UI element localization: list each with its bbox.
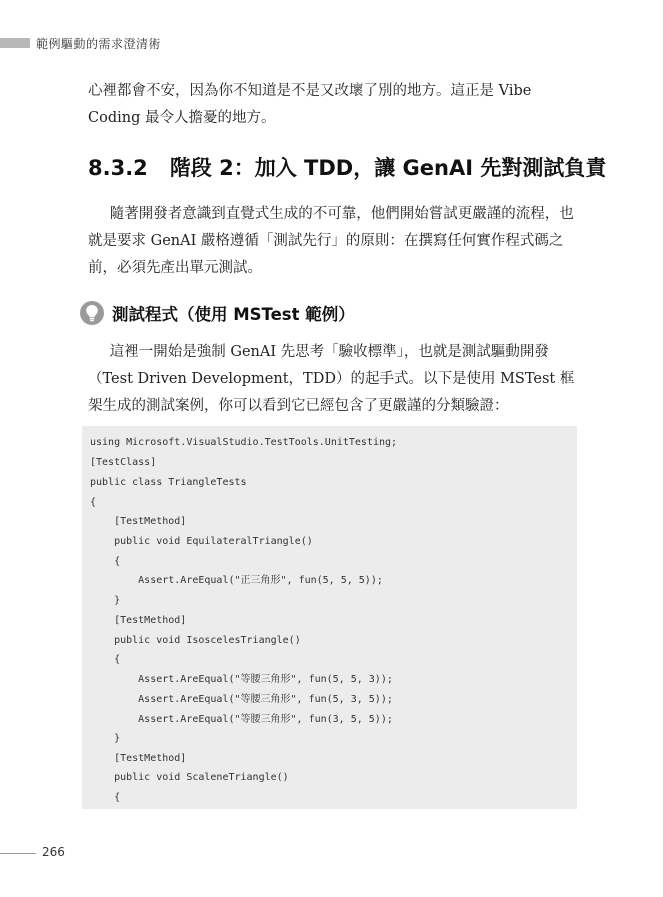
code-line: public class TriangleTests	[90, 477, 247, 488]
footer-rule	[0, 853, 36, 854]
code-line: using Microsoft.VisualStudio.TestTools.UnitTesting;	[90, 437, 398, 448]
code-line: {	[90, 792, 121, 803]
section-heading	[88, 152, 606, 182]
code-line: [TestMethod]	[90, 615, 187, 626]
code-line: }	[90, 733, 121, 744]
code-line: Assert.AreEqual("等腰三角形", fun(3, 5, 5));	[90, 714, 393, 725]
subsection-heading	[80, 299, 355, 327]
code-line: public void ScaleneTriangle()	[90, 772, 289, 783]
subsection-title: 測試程式（使用 MSTest 範例）	[112, 305, 355, 324]
code-line: [TestMethod]	[90, 516, 187, 527]
paragraph-intro: 心裡都會不安，因為你不知道是不是又改壞了別的地方。這正是 Vibe Coding 最令人擔憂的地方。	[88, 83, 532, 126]
section-title: 階段 2：加入 TDD，讓 GenAI 先對測試負責	[169, 156, 607, 180]
lightbulb-icon	[80, 301, 104, 325]
code-line: {	[90, 556, 121, 567]
section-number: 8.3.2	[88, 156, 148, 180]
code-line: Assert.AreEqual("正三角形", fun(5, 5, 5));	[90, 575, 383, 586]
header-accent-bar	[0, 38, 30, 48]
code-line: [TestMethod]	[90, 753, 187, 764]
code-line: {	[90, 497, 97, 508]
code-block	[82, 426, 577, 809]
code-line: Assert.AreEqual("等腰三角形", fun(5, 5, 3));	[90, 674, 393, 685]
code-line: }	[90, 595, 121, 606]
code-line: Assert.AreEqual("等腰三角形", fun(5, 3, 5));	[90, 694, 393, 705]
code-line: [TestClass]	[90, 457, 157, 468]
code-line: {	[90, 654, 121, 665]
paragraph-mstest-intro: 這裡一開始是強制 GenAI 先思考「驗收標準」，也就是測試驅動開發（Test Driven Development，TDD）的起手式。以下是使用 MSTest 框架生成的測試案例，你可以看到它已經包含了更嚴謹的分類驗證：	[88, 344, 575, 414]
code-line: public void EquilateralTriangle()	[90, 536, 313, 547]
running-header-title: 範例驅動的需求澄清術	[36, 37, 162, 51]
code-line: public void IsoscelesTriangle()	[90, 635, 301, 646]
paragraph-tdd-intro: 隨著開發者意識到直覺式生成的不可靠，他們開始嘗試更嚴謹的流程，也就是要求 GenAI 嚴格遵循「測試先行」的原則：在撰寫任何實作程式碼之前，必須先產出單元測試。	[88, 206, 574, 276]
page-number: 266	[42, 845, 65, 859]
